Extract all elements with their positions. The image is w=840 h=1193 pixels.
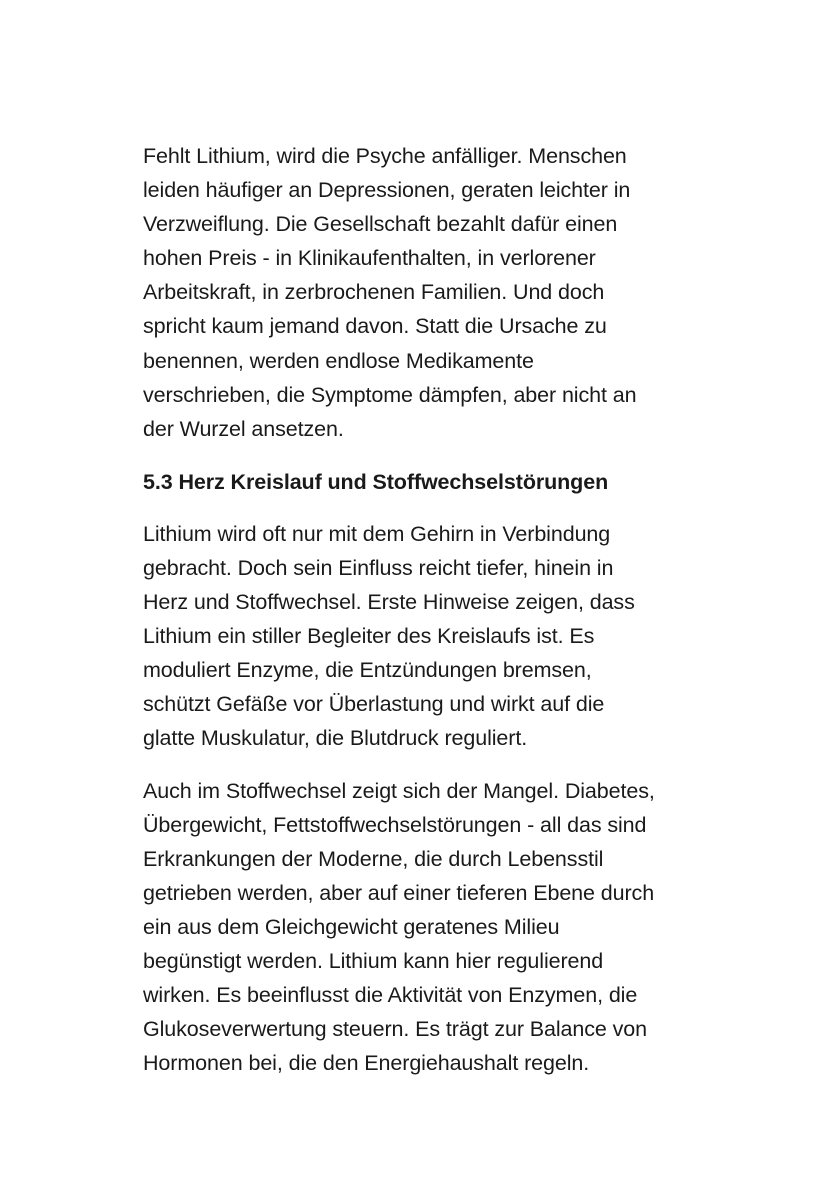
paragraph-psyche: Fehlt Lithium, wird die Psyche anfälliger. Menschen leiden häufiger an Depressionen, geraten leichter in Verzweiflung. Die Gesellschaft bezahlt dafür einen hohen Preis - in Klinikaufenthalten, in verlorener Arbeitskraft, in zerbrochenen Familien. Und doch spricht kaum jemand davon. Statt die Ursache zu benennen, werden endlose Medikamente verschrieben, die Symptome dämpfen, aber nicht an der Wurzel ansetzen. (143, 144, 637, 441)
paragraph-stoffwechsel: Auch im Stoffwechsel zeigt sich der Mangel. Diabetes, Übergewicht, Fettstoffwechselstörungen - all das sind Erkrankungen der Moderne, die durch Lebensstil getrieben werden, aber auf einer tieferen Ebene durch ein aus dem Gleichgewicht geratenes Milieu begünstigt werden. Lithium kann hier regulierend wirken. Es beeinflusst die Aktivität von Enzymen, die Glukoseverwertung steuern. Es trägt zur Balance von Hormonen bei, die den Energiehaushalt regeln. (143, 778, 655, 1076)
paragraph-herz-kreislauf: Lithium wird oft nur mit dem Gehirn in Verbindung gebracht. Doch sein Einfluss reicht tiefer, hinein in Herz und Stoffwechsel. Erste Hinweise zeigen, dass Lithium ein stiller Begleiter des Kreislaufs ist. Es moduliert Enzyme, die Entzündungen bremsen, schützt Gefäße vor Überlastung und wirkt auf die glatte Muskulatur, die Blutdruck reguliert. (143, 521, 635, 751)
section-heading: 5.3 Herz Kreislauf und Stoffwechselstörungen (143, 469, 609, 494)
document-body (143, 139, 713, 1080)
